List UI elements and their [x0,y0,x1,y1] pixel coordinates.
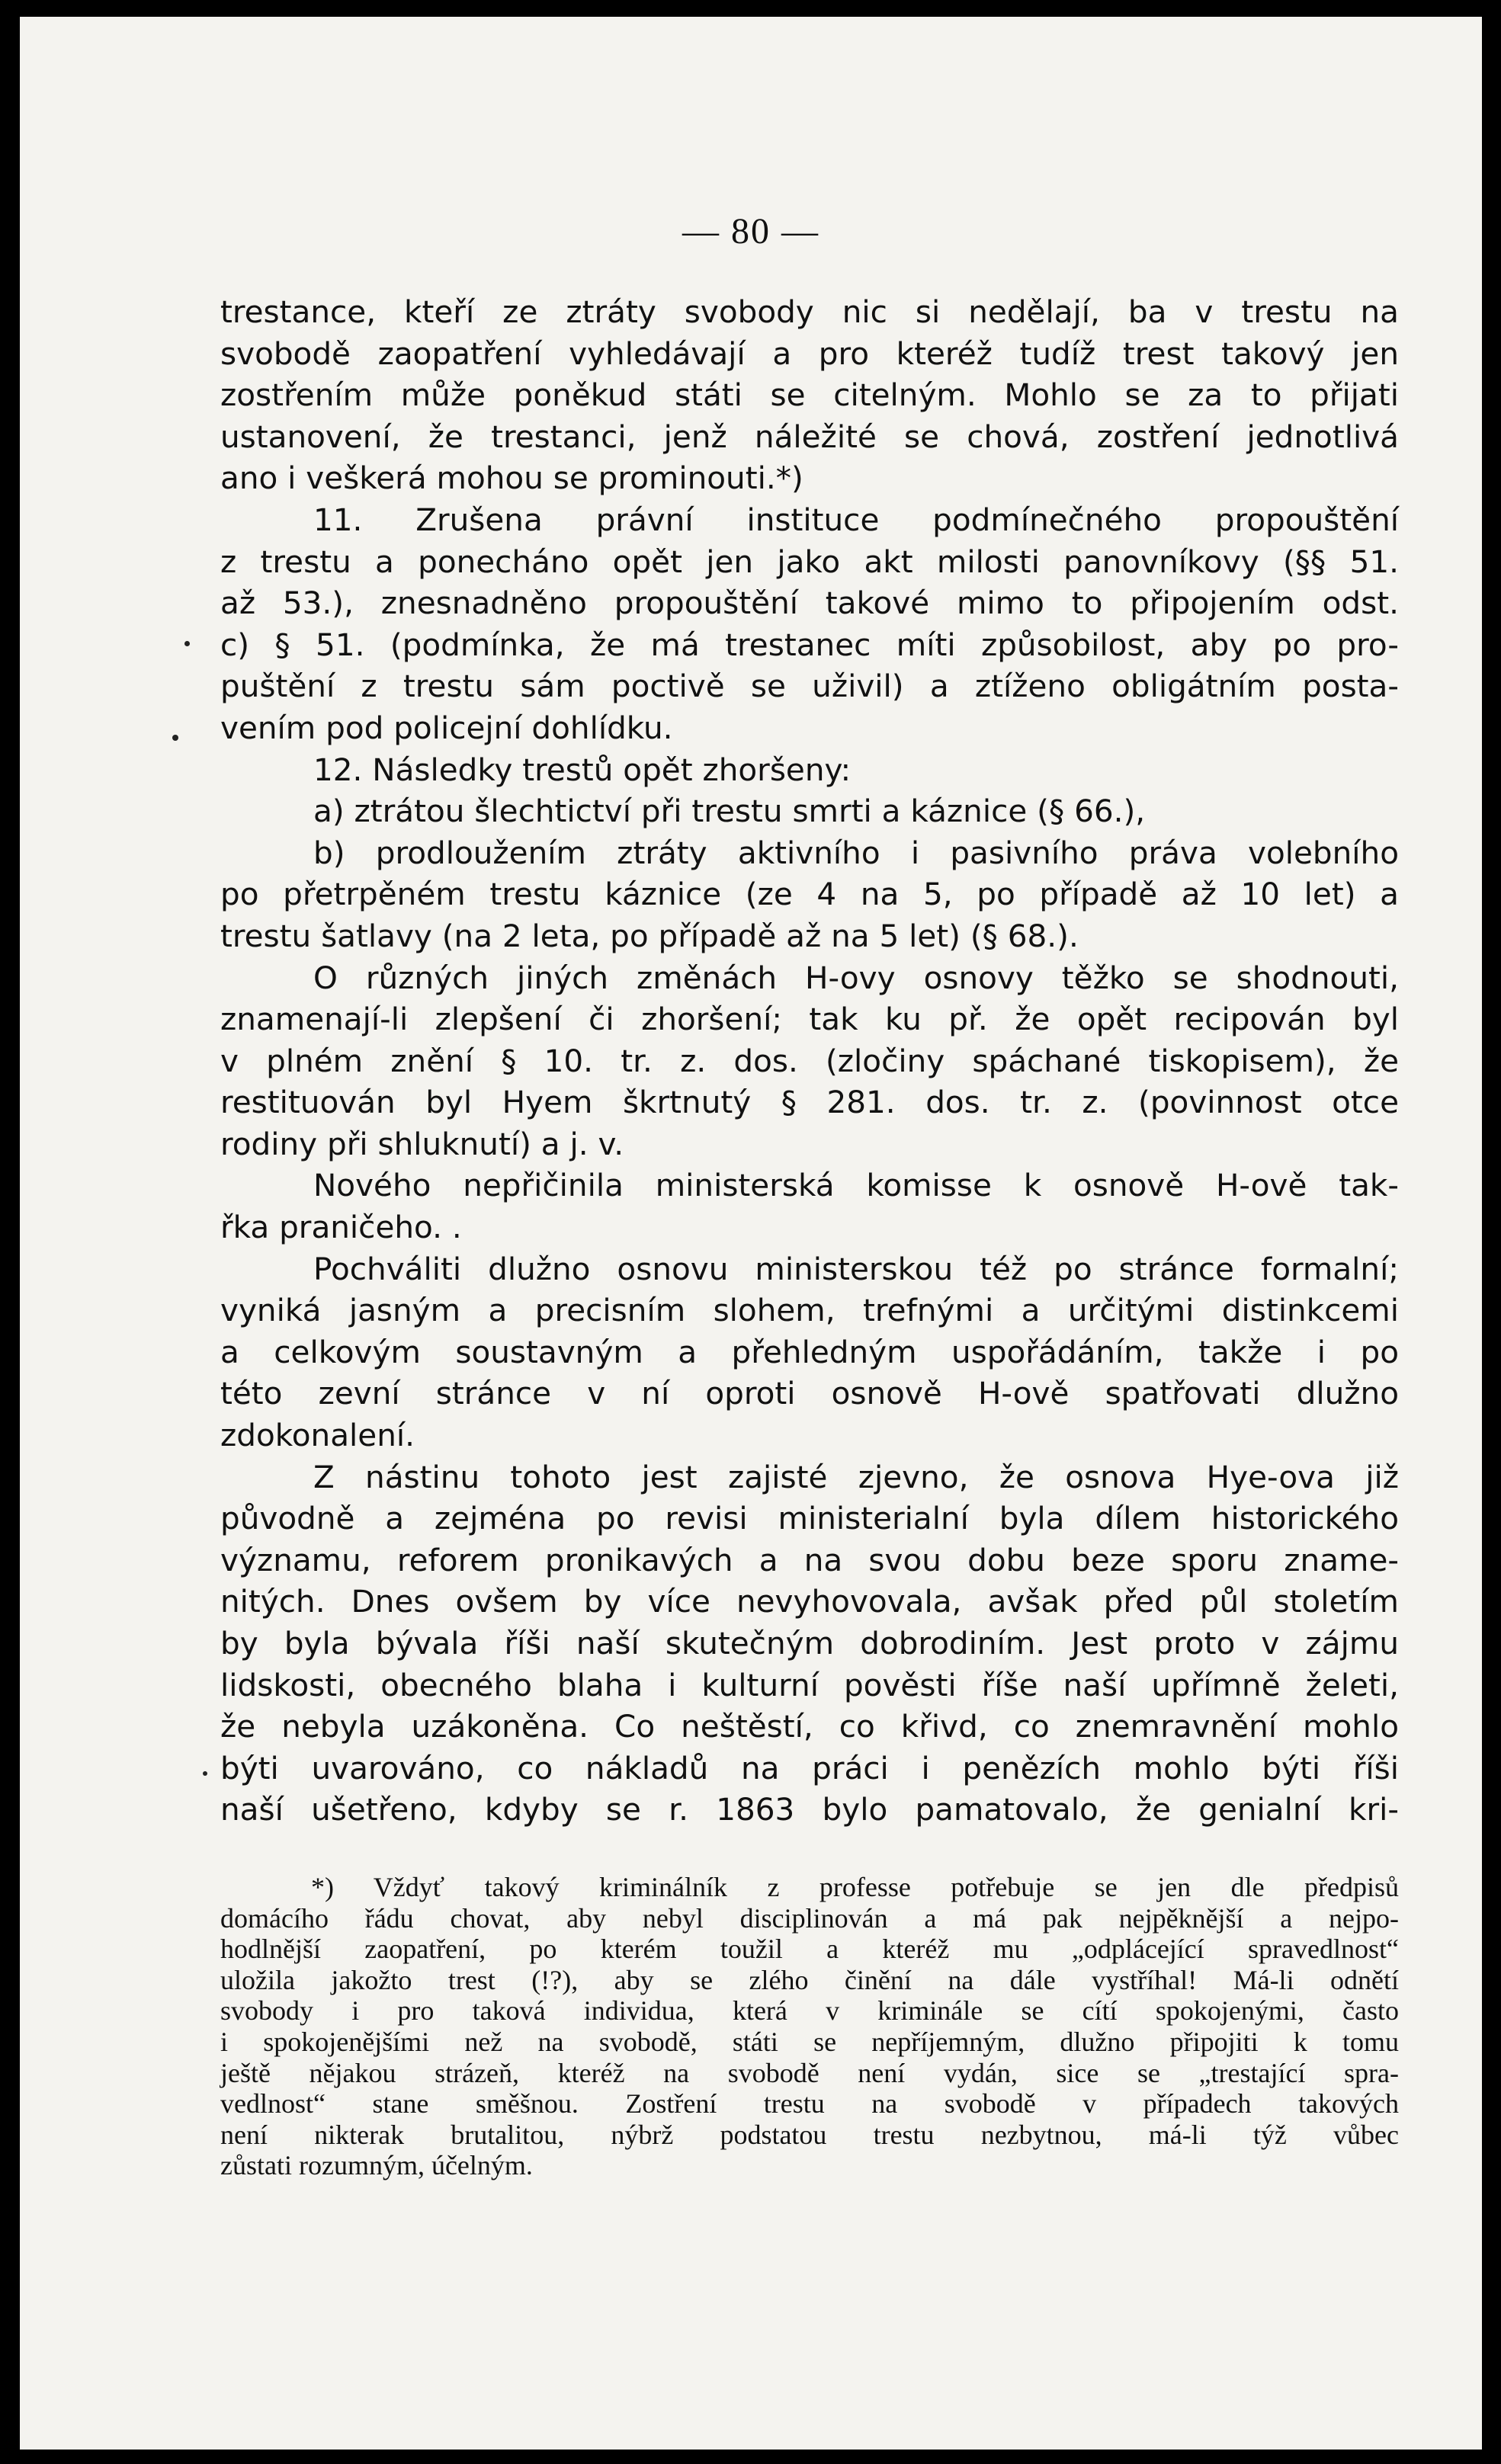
text-line: ano i veškerá mohou se prominouti.*) [220,460,803,497]
text-line: po přetrpěném trestu káznice (ze 4 na 5, po případě až 10 let) a [220,876,1399,913]
text-line: trestu šatlavy (na 2 leta, po případě až na 5 let) (§ 68.). [220,917,1079,954]
text-line: vyniká jasným a precisním slohem, trefnými a určitými distinkcemi [220,1292,1399,1329]
book-page [20,17,1482,2450]
text-line: a) ztrátou šlechtictví při trestu smrti a káznice (§ 66.), [313,793,1146,830]
text-line: O různých jiných změnách H-ovy osnovy těžko se shodnouti, [313,959,1399,996]
text-line: naší ušetřeno, kdyby se r. 1863 bylo pamatovalo, že genialní kri- [220,1791,1399,1828]
text-line: až 53.), znesnadněno propouštění takové mimo to připojením odst. [220,585,1399,622]
text-line: Z nástinu tohoto jest zajisté zjevno, že osnova Hye-ova již [313,1458,1399,1495]
margin-mark-2 [172,735,178,741]
page-number: — 80 — [682,211,819,252]
footnote-line: zůstati rozumným, účelným. [220,2150,533,2181]
text-line: z trestu a ponecháno opět jen jako akt milosti panovníkovy (§§ 51. [220,543,1399,580]
text-line: této zevní stránce v ní oproti osnově H-ově spatřovati dlužno [220,1375,1399,1412]
footnote-line: i spokojenějšími než na svobodě, státi se nepříjemným, dlužno připojiti k tomu [220,2026,1399,2057]
footnote-line: hodlnější zaopatření, po kterém toužil a kteréž mu „odplácející spravedlnost“ [220,1934,1399,1965]
footnote-line: domácího řádu chovat, aby nebyl disciplinován a má pak nejpěknější a nejpo- [220,1902,1399,1934]
text-line: býti uvarováno, co nákladů na práci i penězích mohlo býti říši [220,1749,1399,1786]
footnote-line: není nikterak brutalitou, nýbrž podstatou trestu nezbytnou, má-li týž vůbec [220,2119,1399,2150]
text-line: nitých. Dnes ovšem by více nevyhovovala, avšak před půl stoletím [220,1583,1399,1620]
text-line: 11. Zrušena právní instituce podmínečného propouštění [313,501,1399,538]
text-line: trestance, kteří ze ztráty svobody nic si nedělají, ba v trestu na [220,293,1399,330]
main-text [220,291,1399,1831]
text-line: b) prodloužením ztráty aktivního i pasivního práva volebního [313,834,1399,871]
footnote-line: svobody i pro taková individua, která v kriminále se cítí spokojenými, často [220,1995,1399,2027]
text-line: Pochváliti dlužno osnovu ministerskou též po stránce formalní; [313,1250,1399,1287]
text-line: řka praničeho. . [220,1209,462,1246]
footnote-line: uložila jakožto trest (!?), aby se zlého činění na dále vystříhal! Má-li odnětí [220,1964,1399,1995]
text-line: puštění z trestu sám poctivě se uživil) a ztíženo obligátním posta- [220,668,1399,705]
text-line: zostřením může poněkud státi se citelným. Mohlo se za to přijati [220,376,1399,414]
text-line: restituován byl Hyem škrtnutý § 281. dos. tr. z. (povinnost otce [220,1084,1399,1121]
margin-mark-1 [184,641,190,646]
text-line: Nového nepřičinila ministerská komisse k osnově H-ově tak- [313,1167,1399,1204]
text-line: lidskosti, obecného blaha i kulturní pověsti říše naší upřímně želeti, [220,1666,1399,1703]
text-line: rodiny při shluknutí) a j. v. [220,1125,624,1162]
text-line: a celkovým soustavným a přehledným uspořádáním, takže i po [220,1333,1399,1370]
text-line: svobodě zaopatření vyhledávají a pro kteréž tudíž trest takový jen [220,335,1399,372]
footnote-line: vedlnost“ stane směšnou. Zostření trestu na svobodě v případech takových [220,2088,1399,2120]
text-line: v plném znění § 10. tr. z. dos. (zločiny spáchané tiskopisem), že [220,1042,1399,1079]
footnote-line: ještě nějakou strázeň, kteréž na svobodě není vydán, sice se „trestající spra- [220,2057,1399,2088]
text-line: by byla bývala říši naší skutečným dobrodiním. Jest proto v zájmu [220,1625,1399,1661]
text-line: že nebyla uzákoněna. Co neštěstí, co křivd, co znemravnění mohlo [220,1708,1399,1745]
text-line: vením pod policejní dohlídku. [220,709,673,746]
footnote [220,1872,1399,2181]
text-line: zdokonalení. [220,1417,415,1454]
text-line: 12. Následky trestů opět zhoršeny: [313,751,852,788]
margin-mark-3 [203,1771,207,1776]
footnote-line: *) Vždyť takový kriminálník z professe potřebuje se jen dle předpisů [311,1872,1399,1902]
text-line: původně a zejména po revisi ministerialní byla dílem historického [220,1500,1399,1537]
text-line: znamenají-li zlepšení či zhoršení; tak ku př. že opět recipován byl [220,1001,1399,1038]
text-line: významu, reforem pronikavých a na svou dobu beze sporu zname- [220,1541,1399,1578]
text-line: c) § 51. (podmínka, že má trestanec míti způsobilost, aby po pro- [220,626,1399,663]
text-line: ustanovení, že trestanci, jenž náležité se chová, zostření jednotlivá [220,418,1399,455]
